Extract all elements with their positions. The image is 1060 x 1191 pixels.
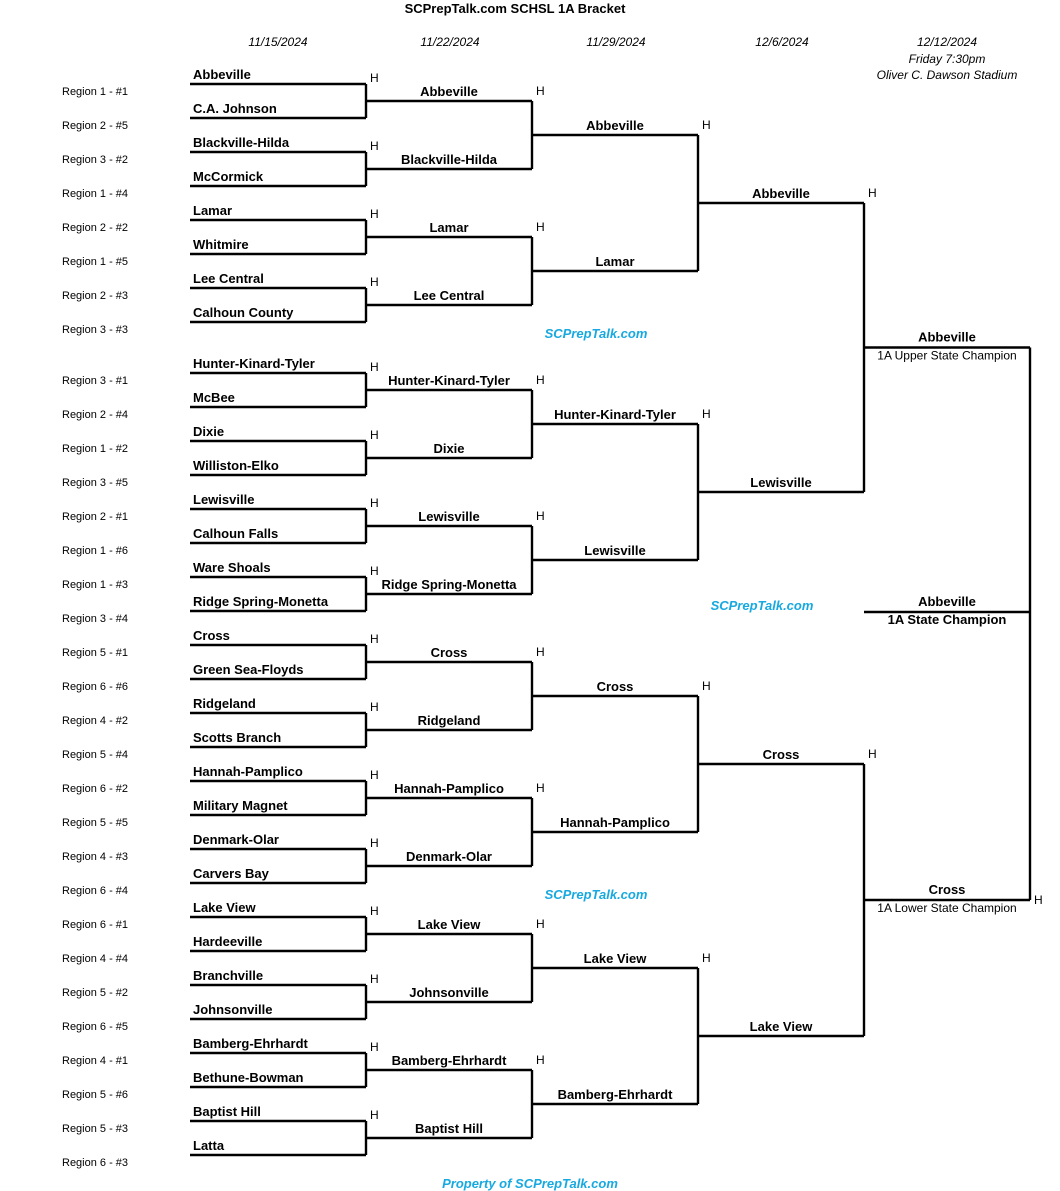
round3-team: Lewisville — [584, 543, 646, 558]
round2-team: Johnsonville — [409, 985, 489, 1000]
home-marker: H — [370, 1108, 379, 1122]
lower_champion-label: 1A Lower State Champion — [877, 901, 1017, 915]
home-marker: H — [370, 428, 379, 442]
home-marker: H — [702, 679, 711, 693]
round1-team: Hannah-Pamplico — [193, 764, 303, 779]
round1-team: Denmark-Olar — [193, 832, 279, 847]
date-round1: 11/15/2024 — [248, 35, 308, 49]
seed-label: Region 6 - #6 — [62, 681, 129, 693]
home-marker: H — [702, 118, 711, 132]
watermark: SCPrepTalk.com — [710, 598, 814, 613]
home-marker: H — [370, 207, 379, 221]
round1-team: Lee Central — [193, 271, 264, 286]
upper_champion-label: 1A Upper State Champion — [877, 348, 1017, 363]
seed-label: Region 4 - #4 — [62, 953, 129, 965]
round4-team: Cross — [762, 747, 800, 762]
seed-label: Region 2 - #5 — [62, 120, 129, 132]
round2-team: Cross — [430, 645, 468, 660]
round1-team: Johnsonville — [193, 1002, 273, 1017]
round4-team: Abbeville — [752, 186, 810, 201]
round1-team: Hunter-Kinard-Tyler — [193, 356, 315, 371]
round1-team: Williston-Elko — [193, 458, 279, 473]
round1-team: Ridge Spring-Monetta — [193, 594, 329, 609]
seed-label: Region 3 - #5 — [62, 477, 129, 489]
bracket-title: SCPrepTalk.com SCHSL 1A Bracket — [404, 1, 626, 16]
round1-team: McCormick — [193, 169, 264, 184]
home-marker: H — [370, 768, 379, 782]
date-round4: 12/6/2024 — [755, 35, 809, 49]
round4-team: Lewisville — [750, 475, 812, 490]
round1-team: Calhoun County — [193, 305, 294, 320]
seed-label: Region 1 - #4 — [62, 188, 129, 200]
home-marker: H — [370, 632, 379, 646]
seed-label: Region 5 - #6 — [62, 1089, 129, 1101]
round1-team: Branchville — [193, 968, 264, 983]
round2-team: Ridgeland — [417, 713, 481, 728]
home-marker: H — [702, 951, 711, 965]
home-marker: H — [536, 781, 545, 795]
watermark: SCPrepTalk.com — [544, 887, 648, 902]
round1-team: Blackville-Hilda — [193, 135, 290, 150]
home-marker: H — [370, 700, 379, 714]
seed-label: Region 3 - #4 — [62, 613, 129, 625]
round2-team: Dixie — [433, 441, 465, 456]
home-marker: H — [536, 509, 545, 523]
home-marker: H — [370, 1040, 379, 1054]
round2-team: Hunter-Kinard-Tyler — [388, 373, 510, 388]
date-round2: 11/22/2024 — [420, 35, 480, 49]
home-marker: H — [536, 84, 545, 98]
home-marker: H — [370, 71, 379, 85]
final-time: Friday 7:30pm — [908, 52, 986, 66]
home-marker: H — [536, 917, 545, 931]
round3-team: Hannah-Pamplico — [560, 815, 670, 830]
seed-label: Region 5 - #3 — [62, 1123, 129, 1135]
round1-team: Dixie — [193, 424, 225, 439]
round1-team: Latta — [193, 1138, 225, 1153]
seed-label: Region 5 - #2 — [62, 987, 129, 999]
round1-team: C.A. Johnson — [193, 101, 277, 116]
round3-team: Abbeville — [586, 118, 644, 133]
seed-label: Region 6 - #2 — [62, 783, 129, 795]
home-marker: H — [868, 747, 877, 761]
seed-label: Region 3 - #1 — [62, 375, 129, 387]
seed-label: Region 4 - #2 — [62, 715, 129, 727]
round3-team: Cross — [596, 679, 634, 694]
round1-team: Cross — [193, 628, 230, 643]
round2-team: Denmark-Olar — [406, 849, 492, 864]
round1-team: Bamberg-Ehrhardt — [193, 1036, 308, 1051]
home-marker: H — [868, 186, 877, 200]
seed-label: Region 6 - #5 — [62, 1021, 129, 1033]
final-venue: Oliver C. Dawson Stadium — [876, 68, 1018, 82]
date-final: 12/12/2024 — [916, 35, 978, 49]
seed-label: Region 1 - #5 — [62, 256, 129, 268]
round3-team: Lake View — [583, 951, 647, 966]
round1-team: Bethune-Bowman — [193, 1070, 304, 1085]
round2-team: Lake View — [417, 917, 481, 932]
round2-team: Baptist Hill — [415, 1121, 483, 1136]
seed-label: Region 1 - #1 — [62, 86, 129, 98]
seed-label: Region 2 - #4 — [62, 409, 129, 421]
round2-team: Abbeville — [420, 84, 478, 99]
round1-team: Military Magnet — [193, 798, 288, 813]
round1-team: Lake View — [193, 900, 256, 915]
seed-label: Region 1 - #3 — [62, 579, 129, 591]
footer-credit: Property of SCPrepTalk.com — [442, 1176, 618, 1191]
round1-team: Carvers Bay — [193, 866, 269, 881]
round1-team: Ware Shoals — [193, 560, 271, 575]
seed-label: Region 4 - #1 — [62, 1055, 129, 1067]
seed-label: Region 2 - #3 — [62, 290, 129, 302]
round3-team: Hunter-Kinard-Tyler — [554, 407, 676, 422]
round2-team: Blackville-Hilda — [400, 152, 498, 167]
round2-team: Lewisville — [418, 509, 480, 524]
round1-team: Hardeeville — [193, 934, 263, 949]
round1-team: Scotts Branch — [193, 730, 282, 745]
round2-team: Hannah-Pamplico — [394, 781, 504, 796]
seed-label: Region 1 - #6 — [62, 545, 129, 557]
home-marker: H — [536, 1053, 545, 1067]
seed-label: Region 6 - #4 — [62, 885, 129, 897]
round4-team: Lake View — [749, 1019, 813, 1034]
round1-team: Baptist Hill — [193, 1104, 261, 1119]
home-marker: H — [370, 972, 379, 986]
seed-label: Region 5 - #4 — [62, 749, 129, 761]
round1-team: Whitmire — [193, 237, 249, 252]
round1-team: Ridgeland — [193, 696, 256, 711]
home-marker: H — [536, 220, 545, 234]
seed-label: Region 3 - #2 — [62, 154, 129, 166]
watermark: SCPrepTalk.com — [544, 326, 648, 341]
seed-label: Region 2 - #1 — [62, 511, 129, 523]
round1-team: Green Sea-Floyds — [193, 662, 304, 677]
seed-label: Region 6 - #3 — [62, 1157, 129, 1169]
state-champion-label: 1A State Champion — [887, 612, 1007, 627]
seed-label: Region 1 - #2 — [62, 443, 129, 455]
seed-label: Region 4 - #3 — [62, 851, 129, 863]
home-marker: H — [370, 496, 379, 510]
round3-team: Bamberg-Ehrhardt — [557, 1087, 673, 1102]
seed-label: Region 3 - #3 — [62, 324, 129, 336]
lower_champion-team: Cross — [928, 882, 966, 897]
home-marker: H — [370, 139, 379, 153]
home-marker: H — [1034, 893, 1043, 907]
seed-label: Region 6 - #1 — [62, 919, 129, 931]
home-marker: H — [702, 407, 711, 421]
home-marker: H — [370, 360, 379, 374]
round2-team: Bamberg-Ehrhardt — [391, 1053, 507, 1068]
round2-team: Lee Central — [413, 288, 485, 303]
home-marker: H — [370, 836, 379, 850]
round2-team: Ridge Spring-Monetta — [381, 577, 517, 592]
home-marker: H — [370, 564, 379, 578]
upper_champion-team: Abbeville — [918, 329, 976, 345]
home-marker: H — [536, 645, 545, 659]
state-champion-team: Abbeville — [918, 594, 976, 609]
seed-label: Region 2 - #2 — [62, 222, 129, 234]
seed-label: Region 5 - #1 — [62, 647, 129, 659]
seed-label: Region 5 - #5 — [62, 817, 129, 829]
round1-team: Calhoun Falls — [193, 526, 279, 541]
home-marker: H — [370, 904, 379, 918]
round1-team: Abbeville — [193, 67, 251, 82]
home-marker: H — [370, 275, 379, 289]
date-round3: 11/29/2024 — [586, 35, 646, 49]
round1-team: Lamar — [193, 203, 233, 218]
round1-team: Lewisville — [193, 492, 255, 507]
round1-team: McBee — [193, 390, 235, 405]
round2-team: Lamar — [429, 220, 469, 235]
home-marker: H — [536, 373, 545, 387]
round3-team: Lamar — [595, 254, 635, 269]
